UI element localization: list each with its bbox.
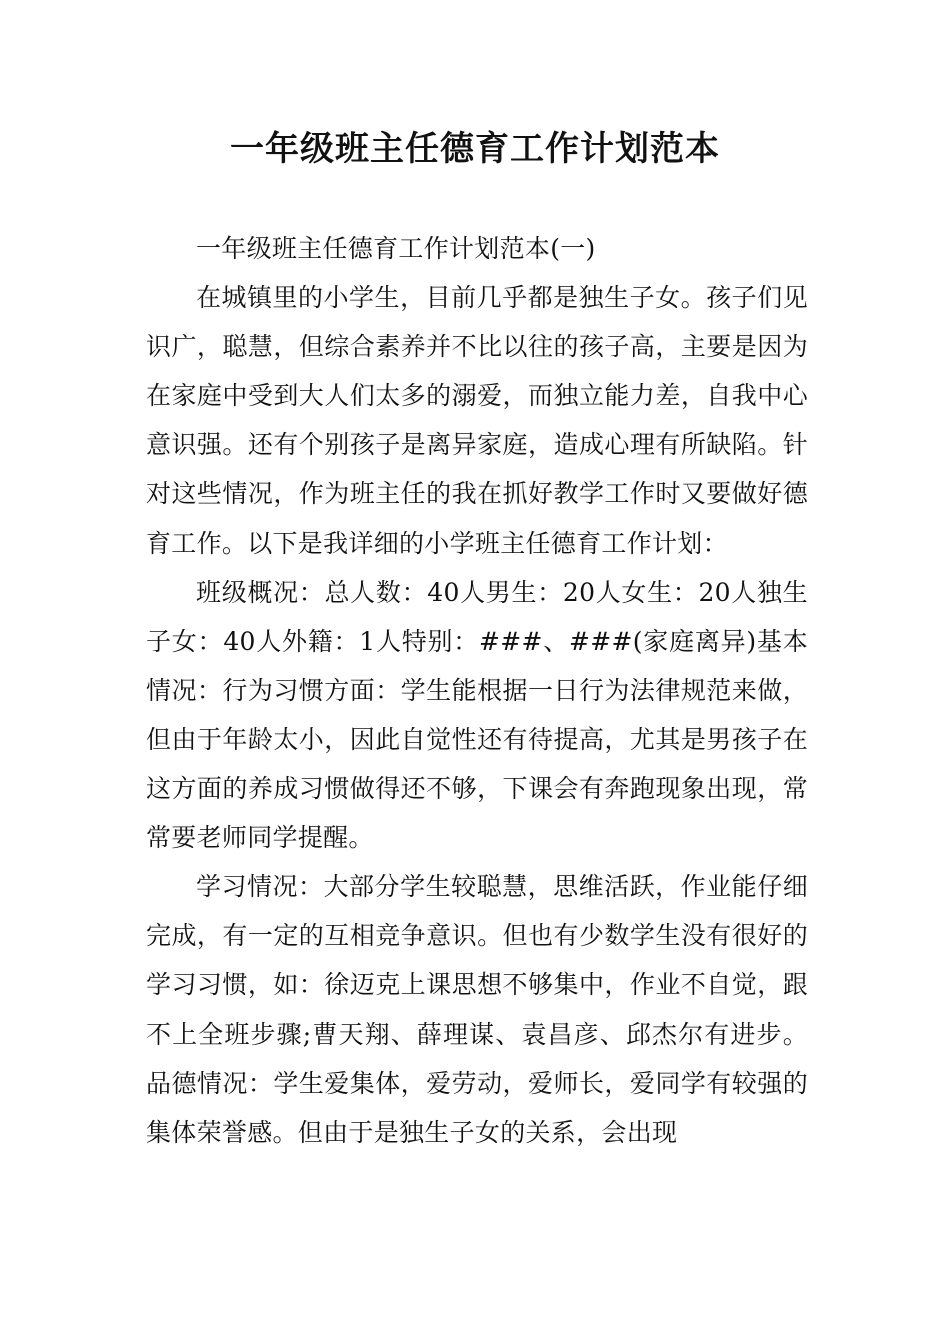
paragraph-study-situation: 学习情况：大部分学生较聪慧，思维活跃，作业能仔细完成，有一定的互相竞争意识。但也有少数学生没有很好的学习习惯，如：徐迈克上课思想不够集中，作业不自觉，跟不上全班步骤;曹天翔、薛理谋、袁昌彦、邱杰尔有进步。品德情况：学生爱集体，爱劳动，爱师长，爱同学有较强的集体荣誉感。但由于是独生子女的关系，会出现 [146, 872, 808, 1147]
paragraph-class-overview: 班级概况：总人数：40人男生：20人女生：20人独生子女：40人外籍：1人特别：###、###(家庭离异)基本情况：行为习惯方面：学生能根据一日行为法律规范来做，但由于年龄太小，因此自觉性还有待提高，尤其是男孩子在这方面的养成习惯做得还不够，下课会有奔跑现象出现，常常要老师同学提醒。 [146, 577, 808, 853]
paragraph-subtitle: 一年级班主任德育工作计划范本(一) [196, 234, 596, 263]
document-title: 一年级班主任德育工作计划范本 [230, 129, 720, 169]
document-body [146, 224, 808, 1157]
paragraph-intro: 在城镇里的小学生，目前几乎都是独生子女。孩子们见识广，聪慧，但综合素养并不比以往的孩子高，主要是因为在家庭中受到大人们太多的溺爱，而独立能力差，自我中心意识强。还有个别孩子是离异家庭，造成心理有所缺陷。针对这些情况，作为班主任的我在抓好教学工作时又要做好德育工作。以下是我详细的小学班主任德育工作计划： [146, 283, 808, 558]
